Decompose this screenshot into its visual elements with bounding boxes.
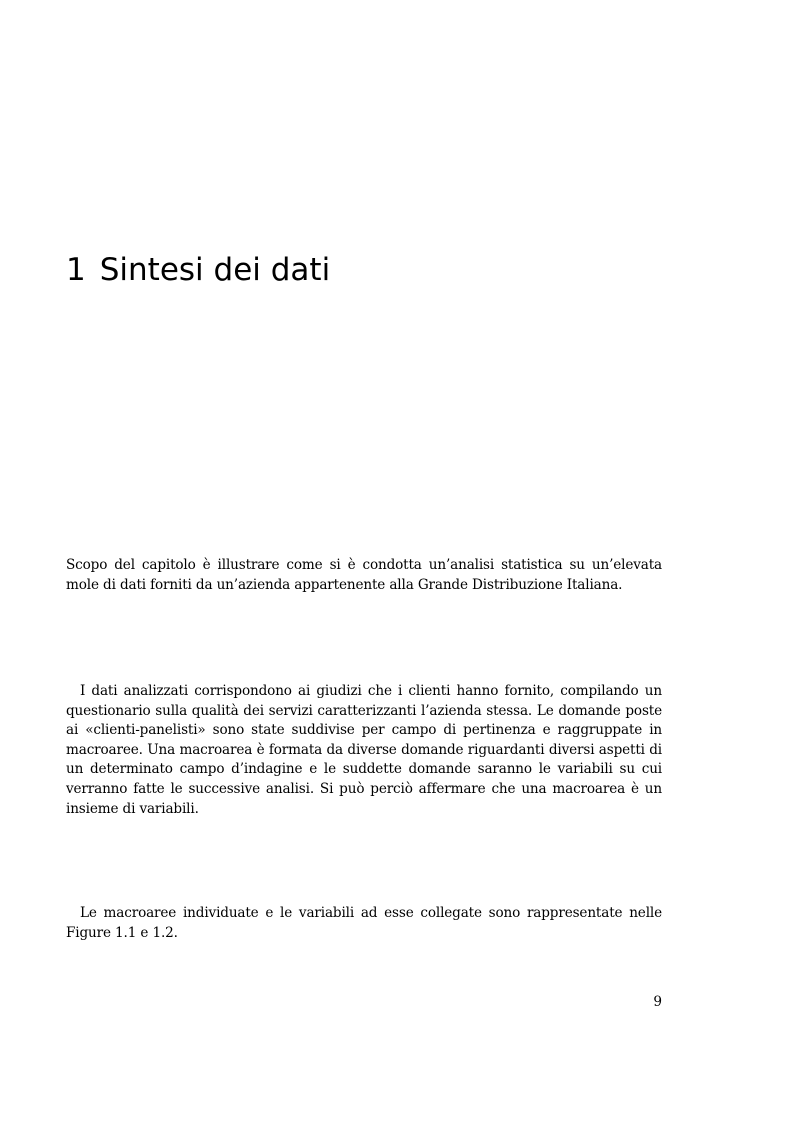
intro-paragraph: Scopo del capitolo è illustrare come si è condotta un’analisi statistica su un’elevata mole di dati forniti da un’azienda appartenente alla Grande Distribuzione Italiana.: [66, 557, 662, 593]
chapter-heading: [66, 250, 330, 290]
figures-reference-paragraph: Le macroaree individuate e le variabili ad esse collegate sono rappresentate nelle Figure 1.1 e 1.2.: [66, 905, 662, 941]
data-description-paragraph: I dati analizzati corrispondono ai giudizi che i clienti hanno fornito, compilando un questionario sulla qualità dei servizi caratterizzanti l’azienda stessa. Le domande poste ai «clienti-panelisti» sono state suddivise per campo di pertinenza e raggruppate in macroaree. Una macroarea è formata da diverse domande riguardanti diversi aspetti di un determinato campo d’indagine e le suddette domande saranno le variabili su cui verranno fatte le successive analisi. Si può perciò affermare che una macroarea è un insieme di variabili.: [66, 683, 662, 817]
chapter-number: 1: [66, 252, 86, 288]
page-number: 9: [653, 994, 662, 1010]
chapter-title: Sintesi dei dati: [99, 252, 331, 288]
